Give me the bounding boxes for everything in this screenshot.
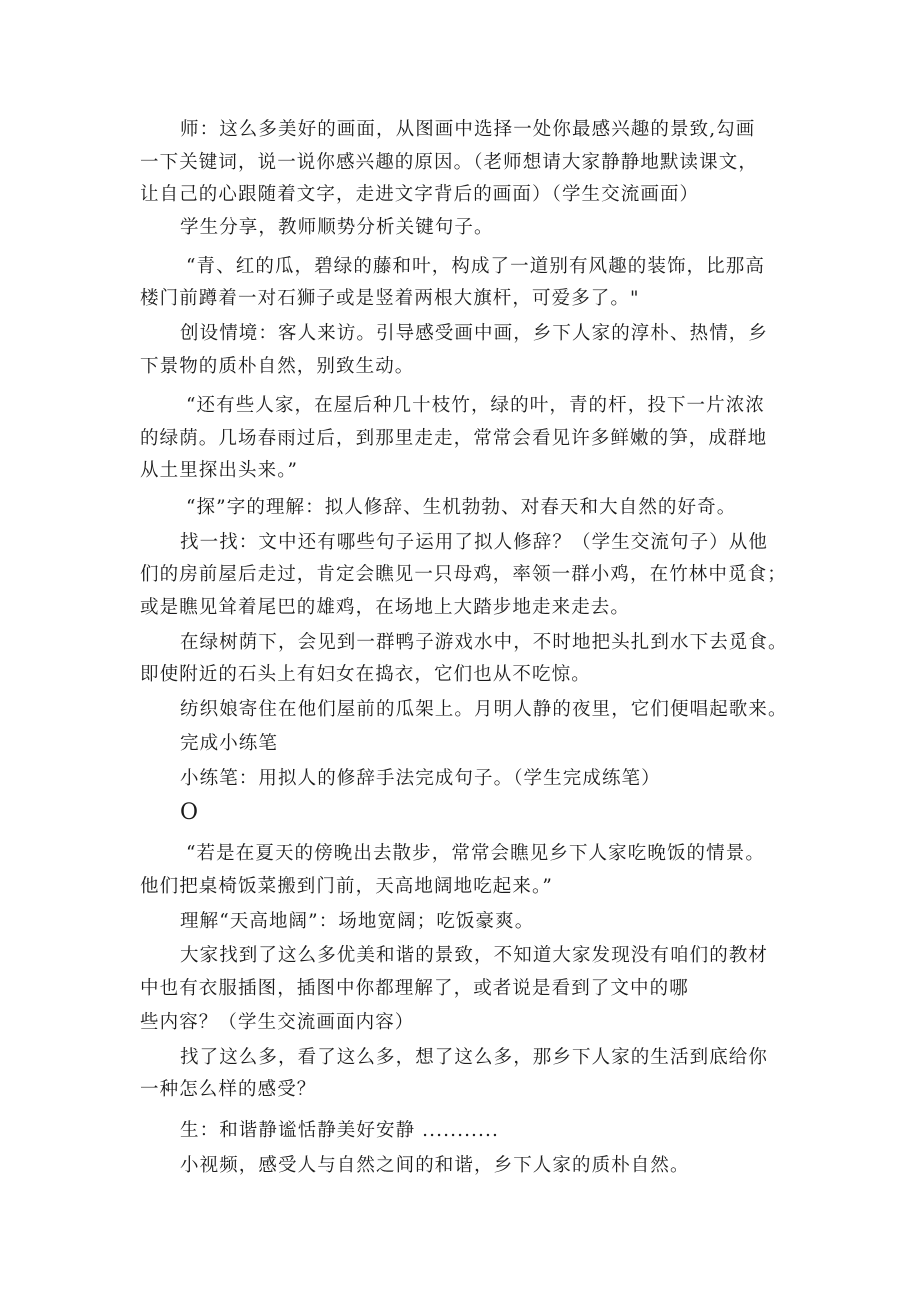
text-line: 小练笔：用拟人的修辞手法完成句子。（学生完成练笔） xyxy=(180,768,661,789)
text-line: 们的房前屋后走过，肯定会瞧见一只母鸡，率领一群小鸡，在竹林中觅食； xyxy=(140,564,787,585)
text-line: 小视频，感受人与自然之间的和谐，乡下人家的质朴自然。 xyxy=(180,1155,690,1176)
text-line: 大家找到了这么多优美和谐的景致，不知道大家发现没有咱们的教材 xyxy=(180,945,769,966)
text-line: 在绿树荫下，会见到一群鸭子游戏水中，不时地把头扎到水下去觅食。 xyxy=(180,632,788,653)
text-line: 找了这么多，看了这么多，想了这么多，那乡下人家的生活到底给你 xyxy=(180,1047,769,1068)
text-line: 的绿荫。几场春雨过后，到那里走走，常常会看见许多鲜嫩的笋，成群地 xyxy=(140,428,768,449)
text-line: 下景物的质朴自然，别致生动。 xyxy=(140,356,415,377)
text-line: 一下关键词，说一说你感兴趣的原因。（老师想请大家静静地默读课文， xyxy=(140,152,758,173)
text-line: 完成小练笔 xyxy=(180,733,279,754)
text-line: 创设情境：客人来访。引导感受画中画，乡下人家的淳朴、热情，乡 xyxy=(180,323,769,344)
text-line: 中也有衣服插图，插图中你都理解了，或者说是看到了文中的哪 xyxy=(140,978,689,999)
text-line: 理解“天高地阔”：场地宽阔；吃饭豪爽。 xyxy=(180,911,535,932)
text-line: “还有些人家，在屋后种几十枝竹，绿的叶，青的杆，投下一片浓浓 xyxy=(186,395,765,416)
text-line: 他们把桌椅饭菜搬到门前，天高地阔地吃起来。” xyxy=(140,876,553,897)
text-line: 师：这么多美好的画面，从图画中选择一处你最感兴趣的景致,勾画 xyxy=(180,119,756,140)
text-line: 找一找：文中还有哪些句子运用了拟人修辞？（学生交流句子）从他 xyxy=(180,532,769,553)
text-line: 纺织娘寄住在他们屋前的瓜架上。月明人静的夜里，它们便唱起歌来。 xyxy=(180,699,788,720)
text-line: 让自己的心跟随着文字，走进文字背后的画面）（学生交流画面） xyxy=(140,184,700,205)
text-line: 从土里探出头来。” xyxy=(140,460,299,481)
text-line: 楼门前蹲着一对石狮子或是竖着两根大旗杆，可爱多了。" xyxy=(140,288,640,309)
text-line: O xyxy=(180,800,199,825)
text-line: 一种怎么样的感受？ xyxy=(140,1079,317,1100)
text-line: 生：和谐静谧恬静美好安静 ........... xyxy=(180,1120,499,1141)
text-line: 学生分享，教师顺势分析关键句子。 xyxy=(180,217,494,238)
text-line: “若是在夏天的傍晚出去散步，常常会瞧见乡下人家吃晚饭的情景。 xyxy=(186,843,765,864)
text-line: “探”字的理解：拟人修辞、生机勃勃、对春天和大自然的好奇。 xyxy=(186,497,737,518)
text-line: 或是瞧见耸着尾巴的雄鸡，在场地上大踏步地走来走去。 xyxy=(140,597,631,618)
text-line: “青、红的瓜，碧绿的藤和叶，构成了一道别有风趣的装饰，比那高 xyxy=(186,256,765,277)
text-line: 即使附近的石头上有妇女在捣衣，它们也从不吃惊。 xyxy=(140,664,591,685)
text-line: 些内容？（学生交流画面内容） xyxy=(140,1012,415,1033)
